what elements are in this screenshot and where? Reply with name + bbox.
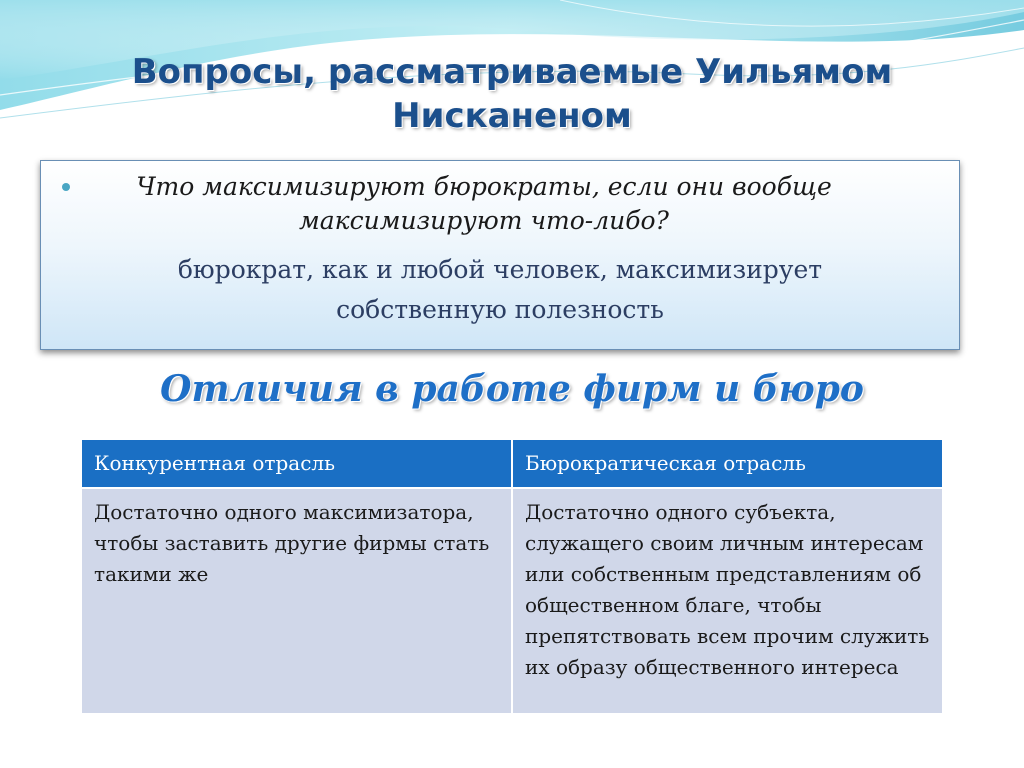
header-bureaucratic: Бюрократическая отрасль [512,439,943,488]
cell-bureaucratic: Достаточно одного субъекта, служащего своим личным интересам или собственным представлениям об общественном благе, чтобы препятствовать всем прочим служить их образу общественного интереса [512,488,943,714]
question-item [62,170,942,238]
table-row [81,488,943,714]
question-text: Что максимизируют бюрократы, если они вообще максимизируют что-либо? [136,172,832,235]
answer-text: бюрократ, как и любой человек, максимизирует собственную полезность [177,255,823,324]
cell-competitive: Достаточно одного максимизатора, чтобы заставить другие фирмы стать такими же [81,488,512,714]
bullet-icon [62,183,70,191]
section-subtitle: Отличия в работе фирм и бюро [160,368,864,410]
table-header-row [81,439,943,488]
slide-title: Вопросы, рассматриваемые Уильямом Нисканеном [131,52,893,136]
comparison-table [80,438,944,715]
header-competitive: Конкурентная отрасль [81,439,512,488]
